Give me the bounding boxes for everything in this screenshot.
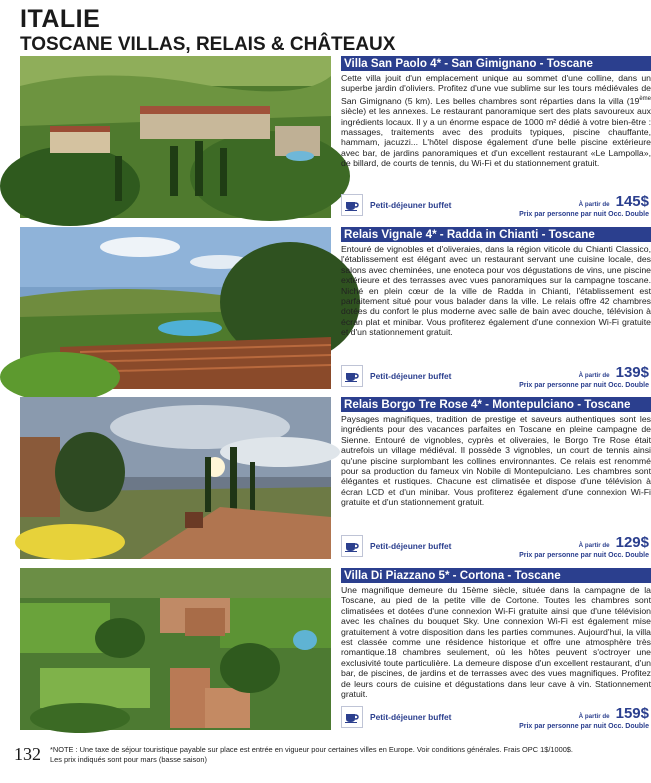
hotel-photo xyxy=(20,56,331,218)
hotel-description: Entouré de vignobles et d'oliveraies, dans la région viticole du Chianti Classico, l'établissement est élégant avec un restaurant servant une cuisine locale, des salons avec cheminées, une enoteca pour vos dégustations de vins, une piscine extérieure et des terrasses avec vues panoramiques sur la campagne toscane. Niché en plein cœur de la ville de Radda in Chianti, l'établissement est parfaitement situé pour vous balader dans la ville. Le relais offre 42 chambres dotées du confort le plus moderne avec salle de bain avec douche, télévision à écran plat et minibar. Vous profiterez également d'une connexion Wi-Fi gratuite et d'un stationnement gratuit. xyxy=(341,244,651,338)
price-value: 139$ xyxy=(615,364,649,381)
breakfast-badge xyxy=(341,706,451,728)
page-number: 132 xyxy=(14,744,41,764)
breakfast-badge xyxy=(341,194,451,216)
hotel-photo xyxy=(20,227,331,389)
price-block xyxy=(519,364,649,389)
hotel-name: Villa Di Piazzano 5* - Cortona - Toscane xyxy=(341,568,651,583)
hotel-card-villa-san-paolo xyxy=(20,56,651,220)
coffee-cup-icon xyxy=(341,194,363,216)
footer-note-line: *NOTE : Une taxe de séjour touristique payable sur place est entrée en vigueur pour certaines villes en Europe. Voir conditions générales. Frais OPC 1$/1000$. xyxy=(50,745,573,754)
footer-note xyxy=(50,745,573,765)
hotel-card-villa-di-piazzano xyxy=(20,568,651,732)
breakfast-label: Petit-déjeuner buffet xyxy=(370,712,452,722)
price-conditions: Prix par personne par nuit Occ. Double xyxy=(519,211,649,218)
hotel-description: Cette villa jouit d'un emplacement unique au sommet d'une colline, dans un superbe jardin d'oliviers. Profitez d'une vue sublime sur les tours médiévales de San Gimignano (5 km). Les belles chambres sont réparties dans la villa (19ème siècle) et les annexes. Le restaurant panoramique sert des plats savoureux aux ingrédients locaux. Il y a un énorme espace de 1000 m² dédié à votre bien-être : massages, traitements avec des produits typiques, piscine chauffante, hammam, jacuzzi... L'hôtel dispose également d'une belle piscine extérieure avec bar, de jardins panoramiques et d'un excellent restaurant «Le Lampolla», de billard, de courts de tennis, du Wi-Fi et du stationnement gratuit. xyxy=(341,73,651,169)
price-block xyxy=(519,705,649,730)
price-from-label: À partir de xyxy=(578,201,610,208)
price-from-label: À partir de xyxy=(578,542,610,549)
hotel-card-borgo-tre-rose xyxy=(20,397,651,561)
price-block xyxy=(519,534,649,559)
breakfast-badge xyxy=(341,365,451,387)
hotel-card-relais-vignale xyxy=(20,227,651,391)
price-value: 129$ xyxy=(615,534,649,551)
hotel-description: Paysages magnifiques, tradition de prestige et saveurs authentiques sont les ingrédients pour des vacances parfaites en Toscane en pleine campagne de Sienne. Entouré de vignobles, cyprès et oliveraies, le Borgo Tre Rose était autrefois un village médiéval. Il possède 3 vignobles, un court de tennis ainsi qu'une piscine surplombant les collines environnantes. Ce relais est renommé pour sa production du fameux vin Nobile di Montepulciano. Les chambres sont élégantes et rustiques. Chacune est climatisée et dispose d'une télévision à écran LCD et d'un minibar. Vous profiterez également d'une connexion Wi-Fi gratuite et d'un stationnement gratuit. xyxy=(341,414,651,508)
breakfast-label: Petit-déjeuner buffet xyxy=(370,371,452,381)
price-from-label: À partir de xyxy=(578,713,610,720)
page-subtitle: TOSCANE VILLAS, RELAIS & CHÂTEAUX xyxy=(20,34,396,55)
price-conditions: Prix par personne par nuit Occ. Double xyxy=(519,552,649,559)
hotel-photo xyxy=(20,568,331,730)
price-from-label: À partir de xyxy=(578,372,610,379)
hotel-name: Relais Vignale 4* - Radda in Chianti - Toscane xyxy=(341,227,651,242)
price-conditions: Prix par personne par nuit Occ. Double xyxy=(519,723,649,730)
price-value: 159$ xyxy=(615,705,649,722)
breakfast-label: Petit-déjeuner buffet xyxy=(370,541,452,551)
page-title: ITALIE xyxy=(20,5,101,33)
coffee-cup-icon xyxy=(341,706,363,728)
breakfast-badge xyxy=(341,535,451,557)
price-conditions: Prix par personne par nuit Occ. Double xyxy=(519,382,649,389)
footer-note-line: Les prix indiqués sont pour mars (basse saison) xyxy=(50,755,207,764)
coffee-cup-icon xyxy=(341,535,363,557)
hotel-photo xyxy=(20,397,331,559)
hotel-name: Villa San Paolo 4* - San Gimignano - Toscane xyxy=(341,56,651,71)
price-value: 145$ xyxy=(615,193,649,210)
price-block xyxy=(519,193,649,218)
hotel-name: Relais Borgo Tre Rose 4* - Montepulciano - Toscane xyxy=(341,397,651,412)
coffee-cup-icon xyxy=(341,365,363,387)
hotel-description: Une magnifique demeure du 15ème siècle, située dans la campagne de la Toscane, au pied de la petite ville de Cortone. Toutes les chambres sont climatisées et dotées d'une connexion Wi-Fi gratuite ainsi que d'une télévision avec les chaînes du bouquet Sky. Une connexion Wi-Fi est également mise gratuitement à votre disposition dans les parties communes. Aujourd'hui, la villa est classée comme une résidence historique et offre une atmosphère très romantique.18 chambres seulement, où les hôtes peuvent s'octroyer une exclusivité toute particulière. La demeure dispose d'un excellent restaurant, d'un bar, de piscines, de jardins et de terrasses avec des vues magnifiques. Profitez de leurs cours de cuisine et dégustations dans leur cave à vin. Stationnement gratuit. xyxy=(341,585,651,700)
breakfast-label: Petit-déjeuner buffet xyxy=(370,200,452,210)
